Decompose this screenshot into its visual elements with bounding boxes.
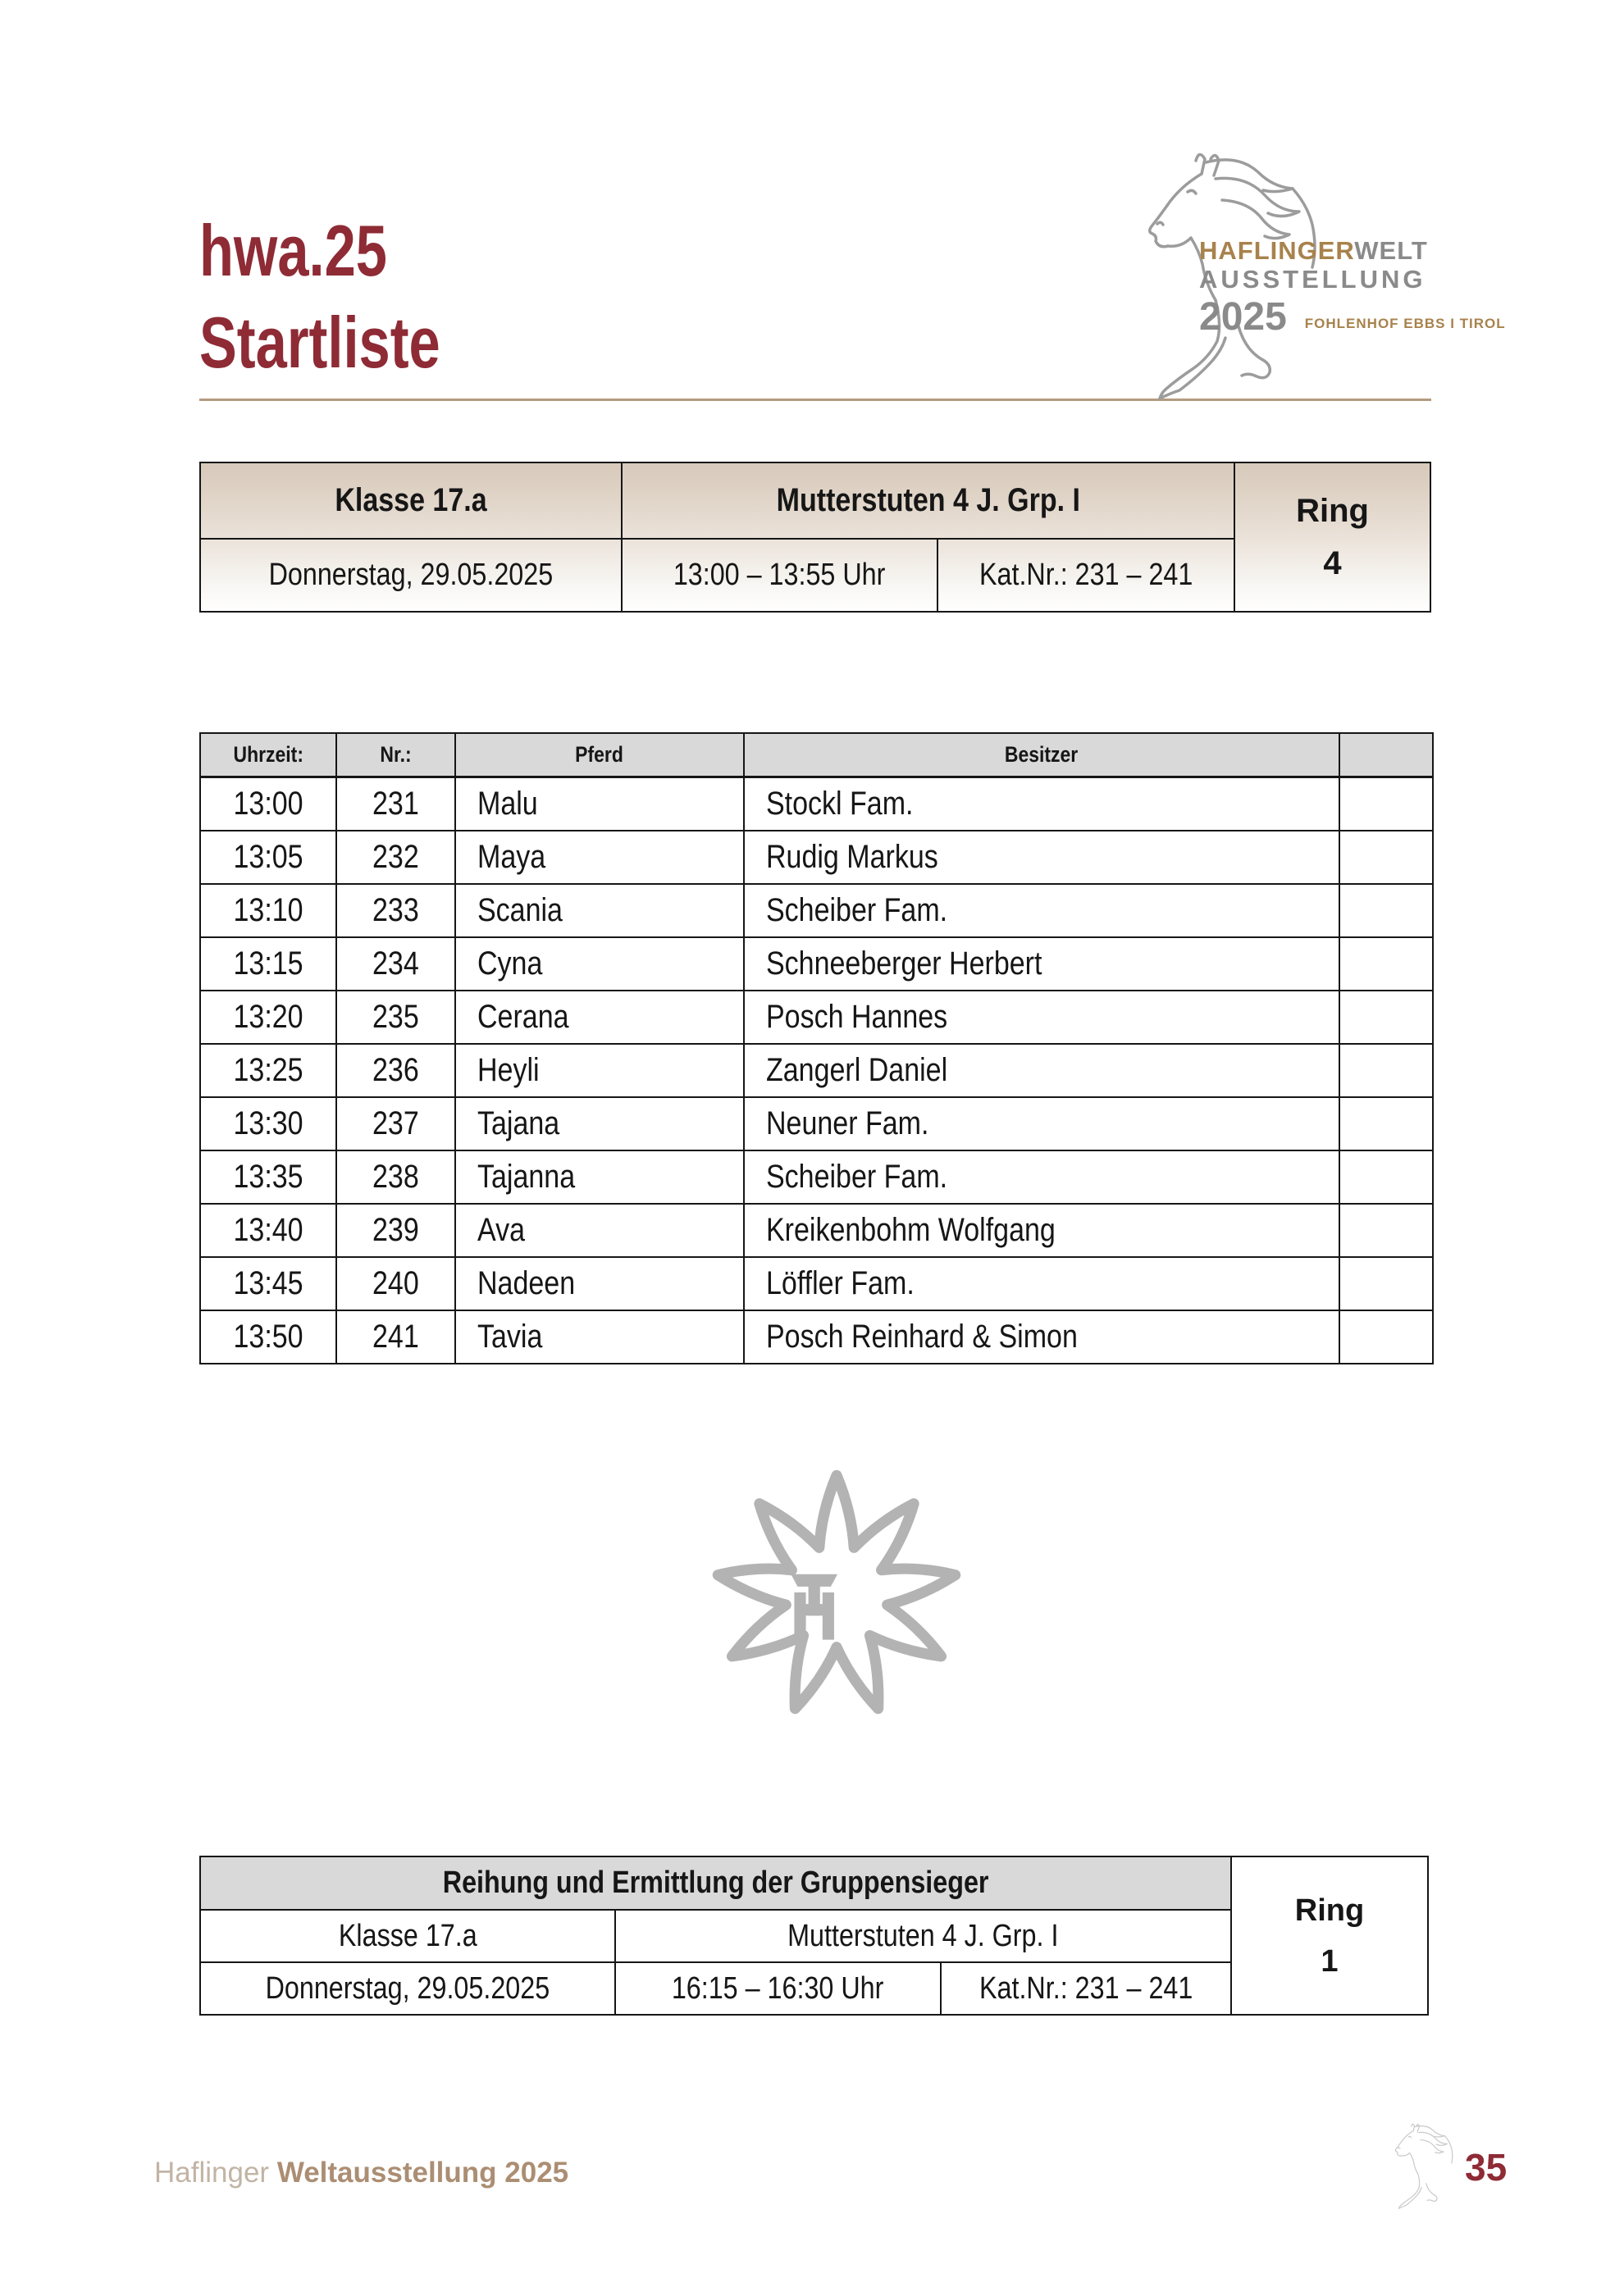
cell-time: 13:00	[200, 777, 336, 831]
ring-info	[1235, 485, 1430, 590]
col-header-note	[1339, 733, 1433, 777]
cell-note	[1339, 1044, 1433, 1097]
class-label: Klasse 17.a	[335, 482, 487, 518]
cell-nr: 235	[336, 991, 455, 1044]
class-katnr: Kat.Nr.: 231 – 241	[979, 558, 1193, 592]
ranking-table	[199, 1856, 1429, 2016]
page-number: 35	[1465, 2146, 1508, 2189]
class-name-cell	[622, 462, 1234, 539]
class-name: Mutterstuten 4 J. Grp. I	[776, 482, 1080, 518]
cell-note	[1339, 1150, 1433, 1204]
start-list-header	[200, 733, 1433, 777]
logo-year: 2025	[1199, 295, 1287, 339]
cell-nr: 233	[336, 884, 455, 937]
cell-nr: 234	[336, 937, 455, 991]
footer-brand	[154, 2157, 568, 2189]
start-list-table	[199, 732, 1434, 1364]
ranking-time-cell	[615, 1962, 941, 2015]
ring-number: 4	[1323, 545, 1342, 581]
cell-owner: Rudig Markus	[744, 831, 1339, 884]
logo-venue: FOHLENHOF EBBS I TIROL	[1304, 316, 1506, 332]
cell-nr: 241	[336, 1310, 455, 1364]
ranking-katnr: Kat.Nr.: 231 – 241	[979, 1970, 1193, 2006]
cell-owner: Zangerl Daniel	[744, 1044, 1339, 1097]
cell-note	[1339, 1257, 1433, 1310]
ranking-title: Reihung und Ermittlung der Gruppensieger	[442, 1866, 989, 1900]
ranking-date: Donnerstag, 29.05.2025	[265, 1970, 550, 2006]
class-katnr-cell	[937, 539, 1234, 612]
cell-note	[1339, 1097, 1433, 1150]
logo-word-ausstellung: AUSSTELLUNG	[1199, 264, 1426, 294]
cell-horse: Tajanna	[455, 1150, 744, 1204]
ranking-time: 16:15 – 16:30 Uhr	[672, 1970, 884, 2006]
cell-time: 13:45	[200, 1257, 336, 1310]
logo-line1	[1199, 238, 1511, 265]
cell-nr: 232	[336, 831, 455, 884]
class-date-cell	[200, 539, 622, 612]
start-row	[200, 777, 1433, 831]
cell-note	[1339, 991, 1433, 1044]
cell-horse: Scania	[455, 884, 744, 937]
logo-word-welt: WELT	[1354, 236, 1428, 265]
class-date: Donnerstag, 29.05.2025	[268, 558, 554, 592]
start-row	[200, 991, 1433, 1044]
col-header-time: Uhrzeit:	[200, 733, 336, 777]
cell-nr: 238	[336, 1150, 455, 1204]
start-row	[200, 1257, 1433, 1310]
footer-brand-bold: Weltausstellung 2025	[276, 2157, 569, 2189]
cell-owner: Stockl Fam.	[744, 777, 1339, 831]
cell-nr: 237	[336, 1097, 455, 1150]
cell-horse: Nadeen	[455, 1257, 744, 1310]
cell-nr: 239	[336, 1204, 455, 1257]
cell-owner: Scheiber Fam.	[744, 884, 1339, 937]
cell-note	[1339, 1204, 1433, 1257]
col-header-owner: Besitzer	[744, 733, 1339, 777]
cell-time: 13:25	[200, 1044, 336, 1097]
ranking-class-label-cell	[200, 1910, 615, 1962]
col-header-horse: Pferd	[455, 733, 744, 777]
cell-note	[1339, 937, 1433, 991]
start-row	[200, 1097, 1433, 1150]
cell-time: 13:40	[200, 1204, 336, 1257]
start-list-body	[200, 777, 1433, 1364]
cell-owner: Scheiber Fam.	[744, 1150, 1339, 1204]
cell-owner: Posch Hannes	[744, 991, 1339, 1044]
cell-horse: Ava	[455, 1204, 744, 1257]
ranking-title-cell	[200, 1856, 1231, 1910]
page-title-line1: hwa.25	[199, 210, 387, 291]
start-row	[200, 937, 1433, 991]
cell-owner: Löffler Fam.	[744, 1257, 1339, 1310]
event-logo-text	[1199, 236, 1511, 339]
cell-nr: 236	[336, 1044, 455, 1097]
ring-label: Ring	[1296, 493, 1369, 529]
start-row	[200, 1204, 1433, 1257]
cell-horse: Maya	[455, 831, 744, 884]
cell-time: 13:10	[200, 884, 336, 937]
start-row	[200, 831, 1433, 884]
cell-owner: Neuner Fam.	[744, 1097, 1339, 1150]
cell-horse: Malu	[455, 777, 744, 831]
cell-owner: Posch Reinhard & Simon	[744, 1310, 1339, 1364]
cell-note	[1339, 777, 1433, 831]
ranking-ring-cell	[1231, 1856, 1428, 2015]
ranking-class-name-cell	[615, 1910, 1231, 1962]
ring-cell	[1234, 462, 1430, 612]
footer-brand-light: Haflinger	[154, 2157, 270, 2189]
logo-line3	[1199, 295, 1511, 339]
ranking-class-label: Klasse 17.a	[338, 1918, 477, 1953]
ranking-ring-info	[1232, 1885, 1427, 1987]
class-time-cell	[622, 539, 937, 612]
cell-horse: Heyli	[455, 1044, 744, 1097]
logo-word-haflinger: HAFLINGER	[1199, 236, 1355, 265]
cell-note	[1339, 884, 1433, 937]
cell-nr: 240	[336, 1257, 455, 1310]
ranking-date-cell	[200, 1962, 615, 2015]
class-label-cell	[200, 462, 622, 539]
cell-note	[1339, 1310, 1433, 1364]
event-logo	[1099, 131, 1526, 410]
cell-time: 13:30	[200, 1097, 336, 1150]
ranking-katnr-cell	[941, 1962, 1231, 2015]
cell-time: 13:50	[200, 1310, 336, 1364]
start-row	[200, 1310, 1433, 1364]
cell-owner: Schneeberger Herbert	[744, 937, 1339, 991]
start-row	[200, 1044, 1433, 1097]
th-brand-monogram	[791, 1574, 837, 1640]
edelweiss-watermark-icon	[696, 1453, 978, 1735]
start-row	[200, 1150, 1433, 1204]
cell-horse: Cerana	[455, 991, 744, 1044]
cell-time: 13:05	[200, 831, 336, 884]
class-time: 13:00 – 13:55 Uhr	[673, 558, 886, 592]
cell-horse: Cyna	[455, 937, 744, 991]
cell-note	[1339, 831, 1433, 884]
col-header-nr: Nr.:	[336, 733, 455, 777]
cell-time: 13:35	[200, 1150, 336, 1204]
page-title	[199, 205, 509, 389]
ranking-ring-label: Ring	[1294, 1893, 1365, 1928]
cell-horse: Tavia	[455, 1310, 744, 1364]
start-row	[200, 884, 1433, 937]
ranking-class-name: Mutterstuten 4 J. Grp. I	[787, 1918, 1059, 1953]
cell-time: 13:15	[200, 937, 336, 991]
ranking-ring-number: 1	[1321, 1943, 1339, 1979]
class-info-table	[199, 462, 1431, 613]
cell-time: 13:20	[200, 991, 336, 1044]
cell-owner: Kreikenbohm Wolfgang	[744, 1204, 1339, 1257]
cell-horse: Tajana	[455, 1097, 744, 1150]
cell-nr: 231	[336, 777, 455, 831]
footer-horse-icon	[1383, 2119, 1468, 2212]
page-title-line2: Startliste	[199, 302, 440, 383]
